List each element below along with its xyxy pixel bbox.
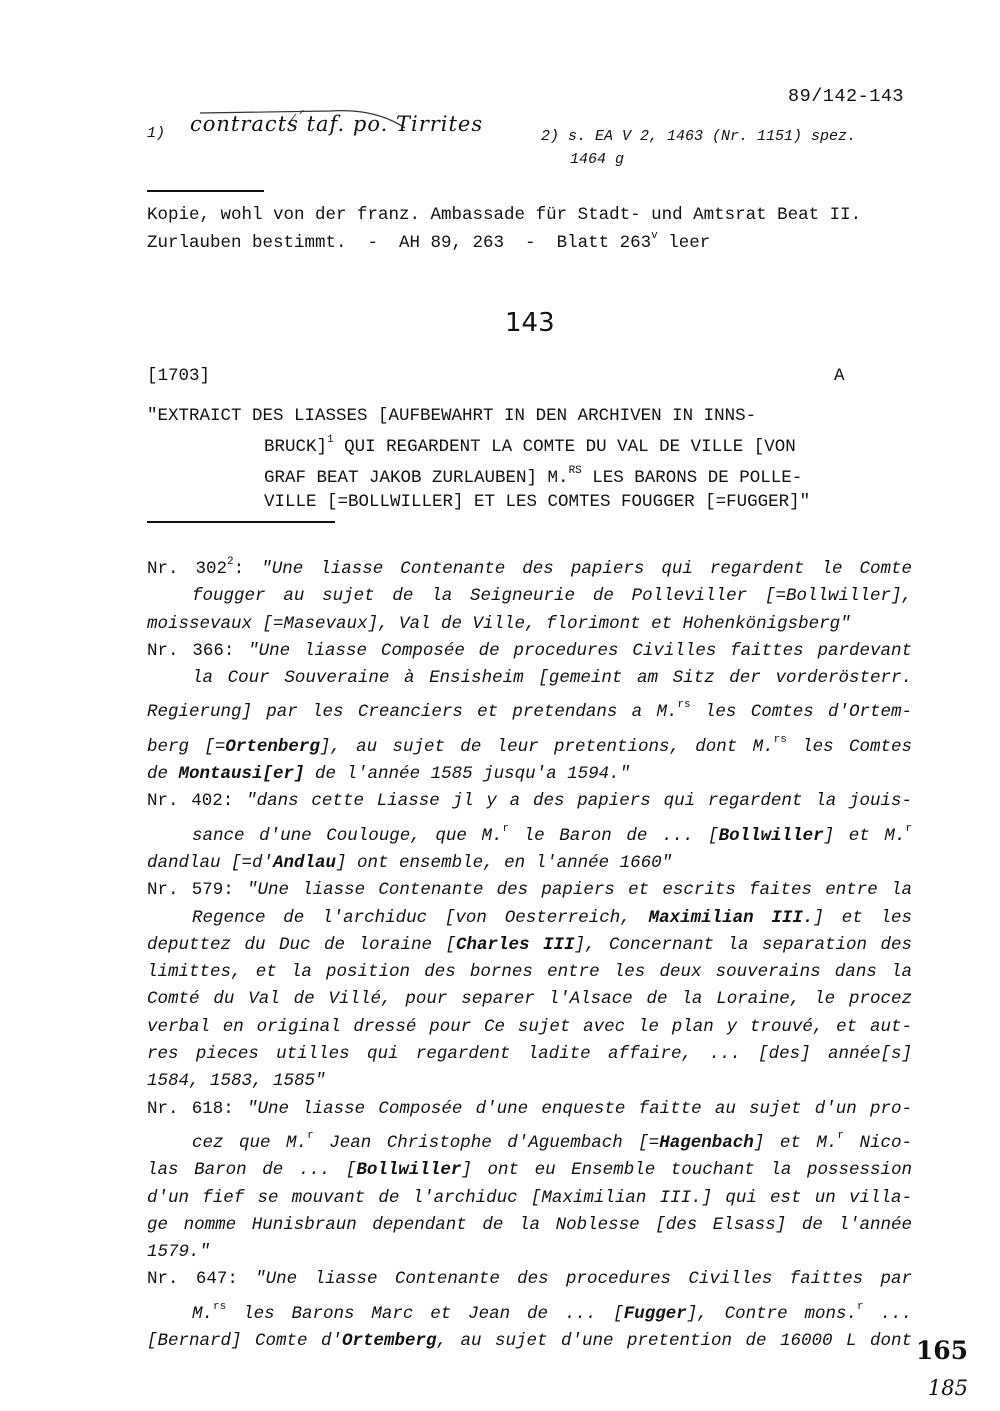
document-number: 143 bbox=[505, 308, 555, 338]
entry-647: Nr. 647: "Une liasse Contenante des procedures Civilles faittes par M.$^{rs}$ les Barons Marc et Jean de ... [Fugger], Contre mons.$^r$ ... [Bernard] Comte d'Ortemberg, au sujet d'une pretention de 16000 L dont bbox=[147, 1269, 913, 1352]
archival-note bbox=[147, 205, 861, 254]
title-line-4: VILLE [=BOLLWILLER] ET LES COMTES FOUGGER [=FUGGER]" bbox=[264, 492, 811, 512]
page-number: 89/142-143 bbox=[788, 86, 905, 107]
entry-label: Nr. 618: bbox=[147, 1098, 247, 1119]
document-letter: A bbox=[834, 366, 845, 386]
entry-list bbox=[147, 549, 912, 1355]
entry-label: Nr. 366: bbox=[147, 640, 249, 661]
title-line-3: GRAF BEAT JAKOB ZURLAUBEN] M.$^{RS}$ LES BARONS DE POLLE- bbox=[264, 465, 803, 488]
entry-302: Nr. $302^2$: "Une liasse Contenante des papiers qui regardent le Comte fougger au sujet de la Seigneurie de Polleviller [=Bollwiller], moissevaux [=Masevaux], Val de Ville, florimont et Hohenkönigsberg" bbox=[147, 556, 912, 634]
title-line-2: BRUCK]$^1$ QUI REGARDENT LA COMTE DU VAL DE VILLE [VON bbox=[264, 434, 796, 457]
entry-402: Nr. 402: "dans cette Liasse jl y a des papiers qui regardent la jouis- sance d'une Coulouge, que M.$^r$ le Baron de ... [Bollwiller] et M.$^r$ dandlau [=d'Andlau] ont ensemble, en l'année 1660" bbox=[147, 791, 913, 873]
handwritten-page-number: 165 bbox=[915, 1336, 968, 1365]
footnote-1 bbox=[147, 125, 165, 142]
title-line-1: "EXTRAICT DES LIASSES [AUFBEWAHRT IN DEN ARCHIVEN IN INNS- bbox=[147, 406, 757, 426]
document-title bbox=[147, 404, 892, 514]
title-divider bbox=[147, 521, 335, 523]
archival-note-line-2: Zurlauben bestimmt. - AH 89, 263 - Blatt 263$^v$ leer bbox=[147, 230, 711, 253]
entry-618: Nr. 618: "Une liasse Composée d'une enqueste faitte au sujet d'un pro- cez que M.$^r$ Jean Christophe d'Aguembach [=Hagenbach] et M.$^r$ Nico- las Baron de ... [Bollwiller] ont eu Ensemble touchant la possession d'un fief se mouvant de l'archiduc [Maximilian III.] qui est un villa- ge nomme Hunisbraun dependant de la Noblesse [des Elsass] de l'année 1579." bbox=[147, 1098, 913, 1263]
archival-note-line-1: Kopie, wohl von der franz. Ambassade für Stadt- und Amtsrat Beat II. bbox=[147, 205, 862, 225]
entry-579: Nr. 579: "Une liasse Contenante des papiers et escrits faites entre la Regence de l'archiduc [von Oesterreich, Maximilian III.] et les deputtez du Duc de loraine [Charles III], Concernant la separation des limittes, et la position des bornes entre les deux souverains dans la Comté du Val de Villé, pour separer l'Alsace de la Loraine, le procez verbal en original dressé pour Ce sujet avec le plan y trouvé, et aut- res pieces utilles qui regardent ladite affaire, ... [des] année[s] 1584, 1583, 1585" bbox=[147, 880, 913, 1092]
footnote-1-handwriting: contracts taf. po. Tirrites bbox=[190, 112, 484, 136]
footnote-2-line-2: 1464 g bbox=[570, 151, 625, 168]
entry-label: Nr. 302 bbox=[147, 559, 228, 579]
footnote-divider bbox=[147, 190, 264, 192]
footnote-2-line-1: 2) s. EA V 2, 1463 (Nr. 1151) spez. bbox=[541, 128, 857, 145]
entry-label: Nr. 647: bbox=[147, 1269, 256, 1290]
document-date: [1703] bbox=[147, 366, 211, 386]
entry-label: Nr. 579: bbox=[147, 880, 247, 901]
footnote-1-number: 1) bbox=[147, 125, 166, 142]
entry-label: Nr. 402: bbox=[147, 791, 247, 812]
handwritten-page-number-2: 185 bbox=[927, 1376, 968, 1400]
superscript: v bbox=[651, 230, 658, 242]
footnote-2 bbox=[541, 125, 856, 171]
entry-366: Nr. 366: "Une liasse Composée de procedures Civilles faittes pardevant la Cour Souveraine à Ensisheim [gemeint am Sitz der vorderösterr. Regierung] par les Creanciers et pretendans a M.$^{rs}$ les Comtes d'Ortem- berg [=Ortenberg], au sujet de leur pretentions, dont M.$^{rs}$ les Comtes de Montausi[er] de l'année 1585 jusqu'a 1594." bbox=[147, 640, 912, 785]
